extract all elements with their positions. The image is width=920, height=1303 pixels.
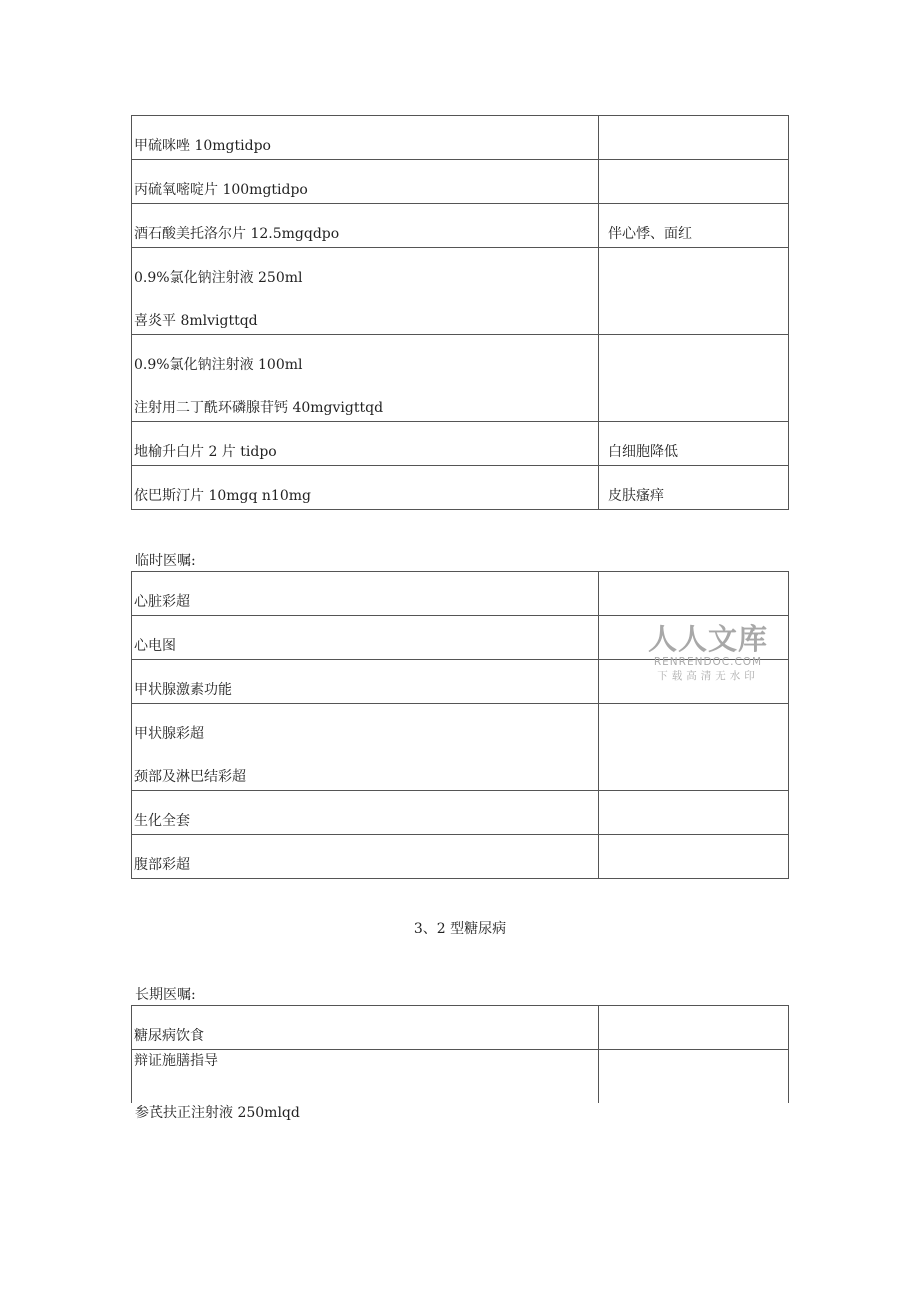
watermark-slogan: 下载高清无水印 xyxy=(657,670,759,682)
table-row xyxy=(132,1050,789,1103)
note-cell xyxy=(599,791,789,835)
order-cell xyxy=(132,704,599,791)
long-term-orders-table-1 xyxy=(131,115,789,510)
order-line: 0.9%氯化钠注射液 100ml xyxy=(134,357,303,373)
note-cell xyxy=(599,248,789,335)
order-cell: 糖尿病饮食 xyxy=(132,1006,599,1050)
note-cell xyxy=(599,335,789,422)
note-cell xyxy=(599,116,789,160)
table-row xyxy=(132,835,789,879)
order-line: 注射用二丁酰环磷腺苷钙 40mgvigttqd xyxy=(134,400,384,416)
section-heading: 3、2 型糖尿病 xyxy=(413,921,507,937)
note-cell xyxy=(599,1006,789,1050)
note-cell xyxy=(599,572,789,616)
order-cell: 甲状腺激素功能 xyxy=(132,660,599,704)
order-line: 喜炎平 8mlvigttqd xyxy=(134,313,258,329)
order-line: 颈部及淋巴结彩超 xyxy=(134,769,246,785)
table-row xyxy=(132,335,789,422)
order-cell xyxy=(132,248,599,335)
table-row xyxy=(132,160,789,204)
order-cell: 心脏彩超 xyxy=(132,572,599,616)
order-cell: 腹部彩超 xyxy=(132,835,599,879)
note-cell: 伴心悸、面红 xyxy=(599,204,789,248)
order-cell: 丙硫氧嘧啶片 100mgtidpo xyxy=(132,160,599,204)
table-row xyxy=(132,248,789,335)
order-line: 甲状腺彩超 xyxy=(134,726,204,742)
table-row xyxy=(132,1006,789,1050)
note-cell: 皮肤瘙痒 xyxy=(599,466,789,510)
note-cell xyxy=(599,1050,789,1103)
watermark-title: 人人文库 xyxy=(647,622,768,656)
order-cell xyxy=(132,335,599,422)
long-term-orders-table-2 xyxy=(131,1005,789,1103)
table-row xyxy=(132,572,789,616)
order-cell: 生化全套 xyxy=(132,791,599,835)
watermark-domain: RENRENDOC.COM xyxy=(653,656,763,668)
table-row xyxy=(132,422,789,466)
long-term-orders-label: 长期医嘱: xyxy=(135,987,196,1003)
order-cell: 地榆升白片 2 片 tidpo xyxy=(132,422,599,466)
table-row xyxy=(132,466,789,510)
order-cell: 心电图 xyxy=(132,616,599,660)
table-row xyxy=(132,116,789,160)
note-cell xyxy=(599,835,789,879)
order-cell: 酒石酸美托洛尔片 12.5mgqdpo xyxy=(132,204,599,248)
table-row xyxy=(132,204,789,248)
order-cell: 依巴斯汀片 10mgq n10mg xyxy=(132,466,599,510)
watermark-logo xyxy=(646,622,770,684)
note-cell: 白细胞降低 xyxy=(599,422,789,466)
loose-order-line: 参芪扶正注射液 250mlqd xyxy=(135,1105,300,1121)
temporary-orders-table xyxy=(131,571,789,879)
order-line: 0.9%氯化钠注射液 250ml xyxy=(134,270,303,286)
order-cell: 甲硫咪唑 10mgtidpo xyxy=(132,116,599,160)
order-cell: 辩证施膳指导 xyxy=(132,1050,599,1103)
temporary-orders-label: 临时医嘱: xyxy=(135,553,196,569)
note-cell xyxy=(599,160,789,204)
table-row xyxy=(132,704,789,791)
table-row xyxy=(132,791,789,835)
note-cell xyxy=(599,704,789,791)
